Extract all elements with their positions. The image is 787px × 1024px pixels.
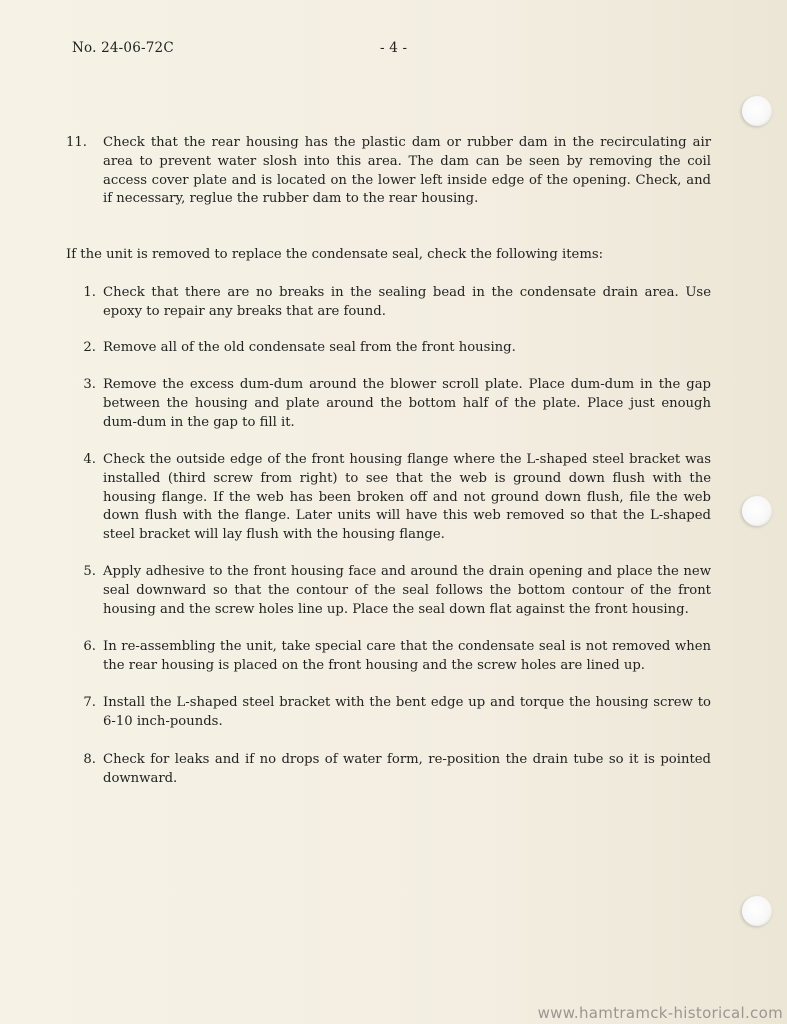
list-item-number: 3. bbox=[83, 377, 96, 392]
page-number: - 4 - bbox=[380, 40, 408, 56]
list-item-text: Check the outside edge of the front housing flange where the L-shaped steel bracket was installed (third screw from right) to see that the web is ground down flush with the housing flange. If the web has been broken off and not ground down flush, file the web down flush with the flange. Later units will have this web removed so that the L-shaped steel bracket will lay flush with the housing flange. bbox=[103, 452, 711, 543]
list-item-11 bbox=[66, 134, 711, 209]
list-item-5 bbox=[66, 563, 711, 619]
list-item-3 bbox=[66, 376, 711, 432]
list-item-number: 8. bbox=[83, 752, 96, 767]
list-item-number: 1. bbox=[83, 285, 96, 300]
list-item-8 bbox=[66, 751, 711, 789]
list-item-2 bbox=[66, 339, 711, 358]
binder-hole bbox=[742, 496, 772, 526]
watermark: www.hamtramck-historical.com bbox=[537, 1004, 783, 1022]
list-item-text: Check for leaks and if no drops of water form, re-position the drain tube so it is pointed downward. bbox=[103, 752, 711, 786]
list-item-text: Check that there are no breaks in the sealing bead in the condensate drain area. Use epoxy to repair any breaks that are found. bbox=[103, 285, 711, 319]
list-item-text: Install the L-shaped steel bracket with the bent edge up and torque the housing screw to 6-10 inch-pounds. bbox=[103, 695, 711, 729]
document-number: No. 24-06-72C bbox=[72, 40, 174, 56]
list-item-number: 4. bbox=[83, 452, 96, 467]
list-item-text: In re-assembling the unit, take special care that the condensate seal is not removed when the rear housing is placed on the front housing and the screw holes are lined up. bbox=[103, 639, 711, 673]
intro-paragraph: If the unit is removed to replace the condensate seal, check the following items: bbox=[66, 247, 604, 262]
list-item-7 bbox=[66, 694, 711, 732]
list-item-4 bbox=[66, 451, 711, 545]
list-item-text: Remove the excess dum-dum around the blower scroll plate. Place dum-dum in the gap between the housing and plate around the bottom half of the plate. Place just enough dum-dum in the gap to fill it. bbox=[103, 377, 711, 430]
list-item-number: 2. bbox=[83, 340, 96, 355]
list-item-text: Remove all of the old condensate seal from the front housing. bbox=[103, 340, 516, 355]
binder-hole bbox=[742, 96, 772, 126]
list-item-text: Apply adhesive to the front housing face and around the drain opening and place the new seal downward so that the contour of the seal follows the bottom contour of the front housing and the screw holes line up. Place the seal down flat against the front housing. bbox=[103, 564, 711, 617]
list-item-1 bbox=[66, 284, 711, 322]
list-item-number: 6. bbox=[83, 639, 96, 654]
list-item-text: Check that the rear housing has the plastic dam or rubber dam in the recirculating air area to prevent water slosh into this area. The dam can be seen by removing the coil access cover plate and is located on the lower left inside edge of the opening. Check, and if necessary, reglue the rubber dam to the rear housing. bbox=[103, 135, 711, 207]
list-item-number: 11. bbox=[66, 135, 87, 150]
list-item-number: 7. bbox=[83, 695, 96, 710]
list-item-6 bbox=[66, 638, 711, 676]
binder-hole bbox=[742, 896, 772, 926]
list-item-number: 5. bbox=[83, 564, 96, 579]
